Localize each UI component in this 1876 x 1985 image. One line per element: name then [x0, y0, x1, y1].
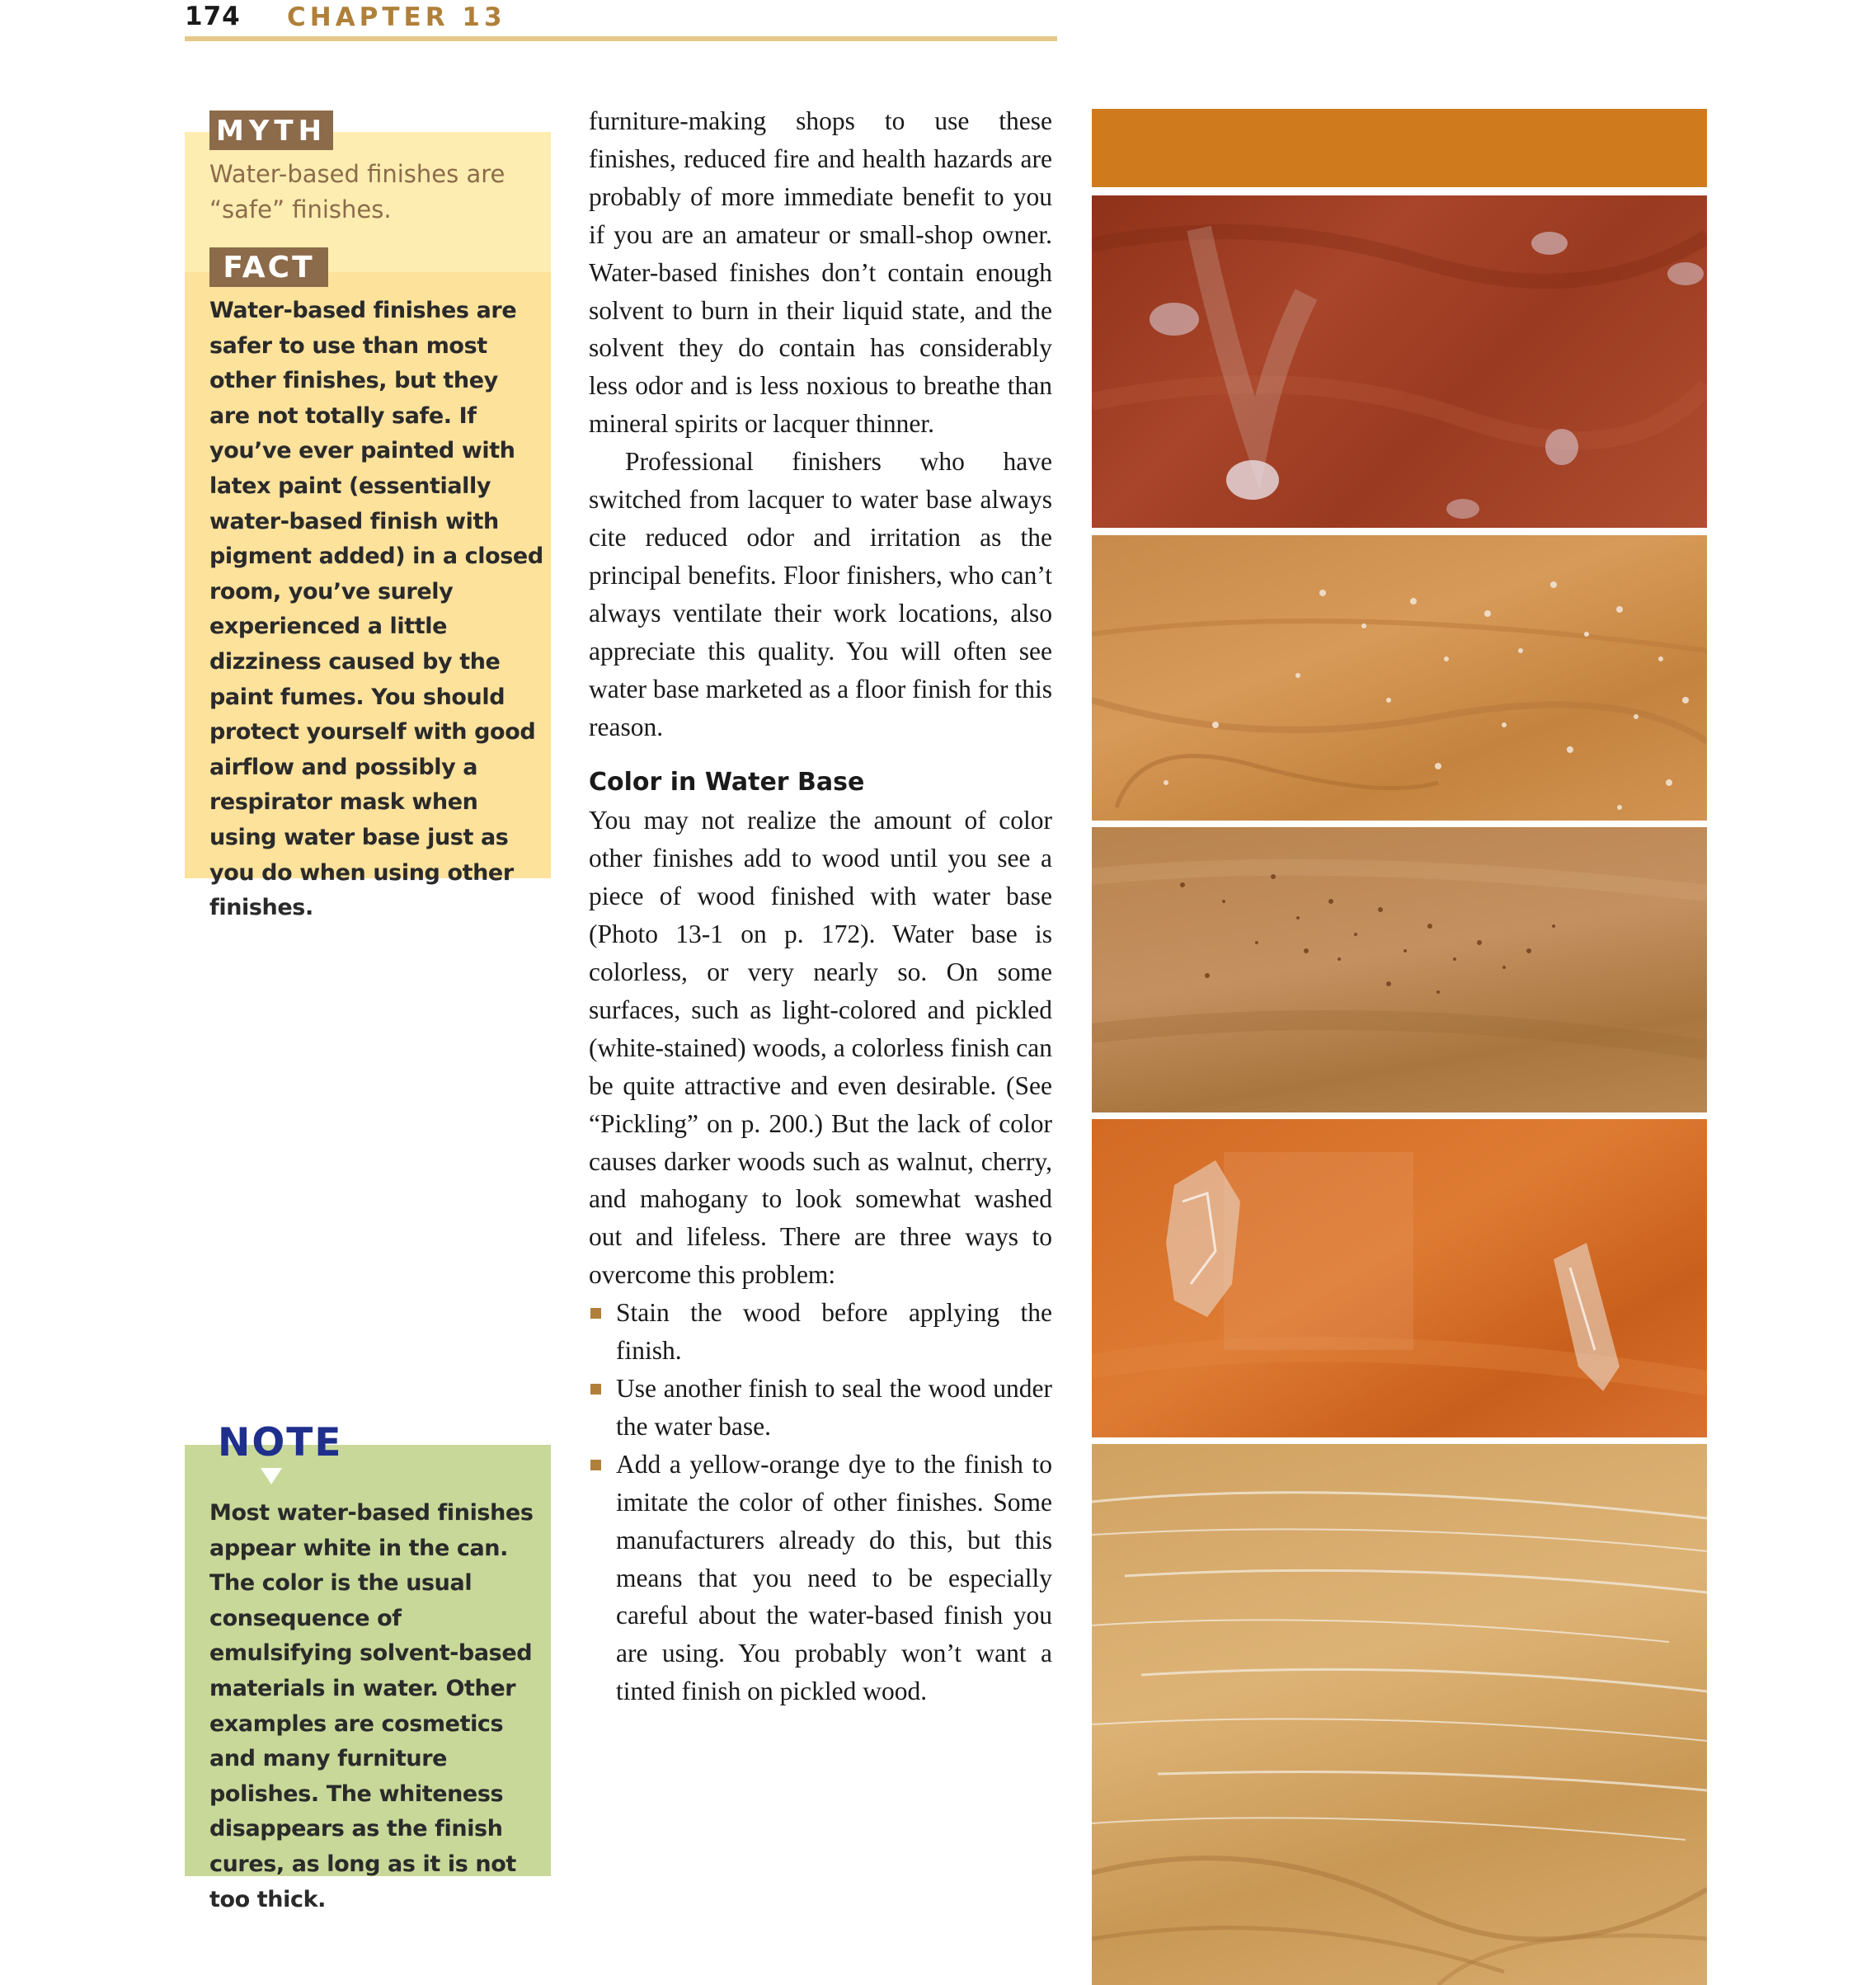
note-text: Most water-based finishes appear white in the can. The color is the usual consequence of emulsifying solvent-based materials in water. Other examples are cosmetics and many furniture polishes. The whiteness disappears as the finish cures, as long as it is not too thick. — [209, 1500, 534, 1912]
photo-column — [1092, 109, 1707, 1876]
section-heading: Color in Water Base — [589, 768, 865, 797]
page-number: 174 — [185, 2, 241, 31]
myth-fact-sidebar — [185, 115, 551, 921]
bullet-list — [589, 1294, 1052, 1710]
photo-caption-bar — [1092, 109, 1707, 187]
list-item: Stain the wood before applying the finish. — [589, 1294, 1052, 1370]
list-item: Use another finish to seal the wood under the water base. — [589, 1370, 1052, 1446]
list-item: Add a yellow-orange dye to the finish to imitate the color of other finishes. Some manufacturers already do this, but this means that you need to be especially careful about the water-based finish you are using. You probably won’t want a tinted finish on pickled wood. — [589, 1446, 1052, 1710]
fact-text: Water-based finishes are safer to use than most other finishes, but they are not totally safe. If you’ve ever painted with latex paint (essentially water-based finish with pigment added) in a closed room, you’ve surely experienced a little dizziness caused by the paint fumes. You should protect yourself with good airflow and possibly a respirator mask when using water base just as you do when using other finishes. — [209, 298, 543, 921]
square-bullet-icon — [590, 1308, 601, 1319]
myth-text: Water-based finishes are “safe” finishes. — [209, 160, 505, 223]
note-arrow-icon — [261, 1468, 282, 1484]
chapter-title: CHAPTER 13 — [287, 2, 506, 32]
paragraph-1: furniture-making shops to use these finishes, reduced fire and health hazards are probably of more immediate benefit to you if you are an amateur or small-shop owner. Water-based finishes don’t contain enough solvent to burn in their liquid state, and the solvent they do contain has considerably less odor and is less noxious to breathe than mineral spirits or lacquer thinner. — [589, 106, 1052, 439]
myth-label: MYTH — [209, 111, 333, 150]
body-text-column — [589, 102, 1052, 1710]
running-header — [185, 0, 1057, 43]
paragraph-3: You may not realize the amount of color other finishes add to wood until you see a piece of wood finished with water base (Photo 13-1 on p. 172). Water base is colorless, or very nearly so. On some surfaces, such as light-colored and pickled (white-stained) woods, a colorless finish can be quite attractive and even desirable. (See “Pickling” on p. 200.) But the lack of color causes darker woods such as walnut, cherry, and mahogany to look somewhat washed out and lifeless. There are three ways to overcome this problem: — [589, 806, 1052, 1290]
photo-light-wood-bubbles — [1092, 535, 1707, 821]
photo-oak-white-streaks — [1092, 1444, 1707, 1985]
photo-wood-dust-nibs — [1092, 827, 1707, 1112]
square-bullet-icon — [590, 1460, 601, 1470]
note-sidebar — [185, 1420, 551, 1912]
header-rule — [185, 36, 1057, 41]
square-bullet-icon — [590, 1384, 601, 1395]
note-label: NOTE — [218, 1420, 343, 1465]
photo-orange-wood-film-peel — [1092, 1119, 1707, 1437]
photo-dark-wood-water-spots — [1092, 195, 1707, 528]
fact-label: FACT — [209, 247, 328, 287]
paragraph-2: Professional finishers who have switched from lacquer to water base always cite reduced odor and irritation as the principal benefits. Floor finishers, who can’t always ventilate their work locations, also appreciate this quality. You will often see water base marketed as a floor finish for this reason. — [589, 447, 1052, 741]
